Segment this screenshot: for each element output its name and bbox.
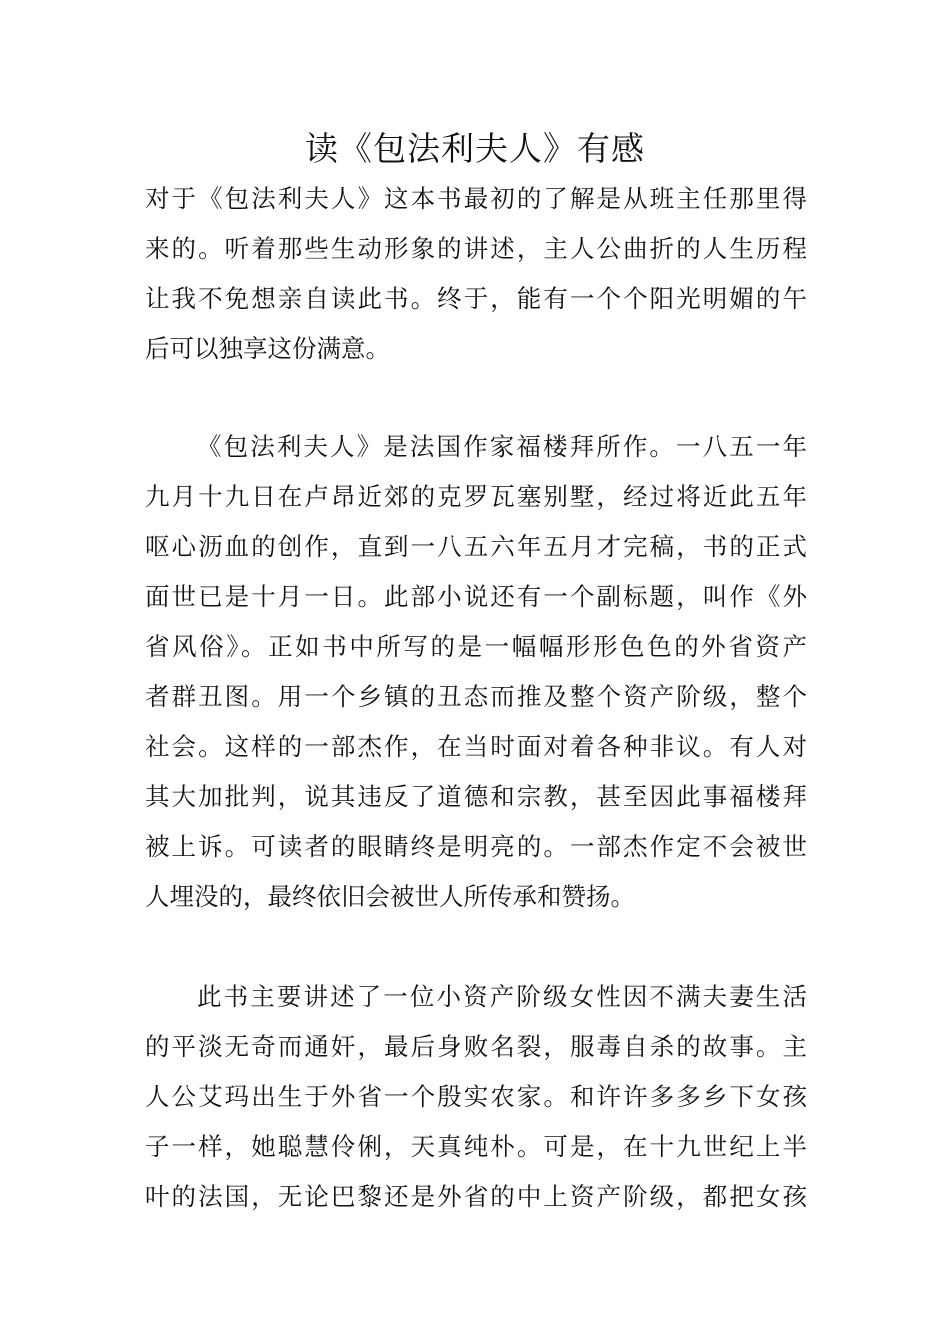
text-line: 让我不免想亲自读此书。终于，能有一个个阳光明媚的午: [145, 284, 807, 313]
paragraph-plot-summary: [145, 972, 807, 1222]
text-line: 对于《包法利夫人》这本书最初的了解是从班主任那里得: [145, 184, 807, 213]
text-line: 其大加批判，说其违反了道德和宗教，甚至因此事福楼拜: [145, 782, 807, 811]
text-line: 叶的法国，无论巴黎还是外省的中上资产阶级，都把女孩: [145, 1182, 807, 1211]
text-line: 者群丑图。用一个乡镇的丑态而推及整个资产阶级，整个: [145, 682, 807, 711]
paragraph-author-background: [145, 422, 807, 922]
text-line: 《包法利夫人》是法国作家福楼拜所作。一八五一年: [197, 432, 807, 461]
text-line: 的平淡无奇而通奸，最后身败名裂，服毒自杀的故事。主: [145, 1032, 807, 1061]
text-line: 后可以独享这份满意。: [145, 334, 390, 363]
text-line: 子一样，她聪慧伶俐，天真纯朴。可是，在十九世纪上半: [145, 1132, 807, 1161]
text-line: 省风俗》。正如书中所写的是一幅幅形形色色的外省资产: [145, 632, 807, 661]
text-line: 面世已是十月一日。此部小说还有一个副标题，叫作《外: [145, 582, 807, 611]
paragraph-intro: [145, 174, 807, 374]
text-line: 此书主要讲述了一位小资产阶级女性因不满夫妻生活: [197, 982, 807, 1011]
text-line: 社会。这样的一部杰作，在当时面对着各种非议。有人对: [145, 732, 807, 761]
text-line: 呕心沥血的创作，直到一八五六年五月才完稿，书的正式: [145, 532, 807, 561]
text-line: 人公艾玛出生于外省一个殷实农家。和许许多多乡下女孩: [145, 1082, 807, 1111]
text-line: 被上诉。可读者的眼睛终是明亮的。一部杰作定不会被世: [145, 832, 807, 861]
text-line: 来的。听着那些生动形象的讲述，主人公曲折的人生历程: [145, 234, 807, 263]
document-title: 读《包法利夫人》有感: [305, 129, 645, 168]
text-line: 九月十九日在卢昂近郊的克罗瓦塞别墅，经过将近此五年: [145, 482, 807, 511]
text-line: 人埋没的，最终依旧会被世人所传承和赞扬。: [145, 882, 635, 911]
